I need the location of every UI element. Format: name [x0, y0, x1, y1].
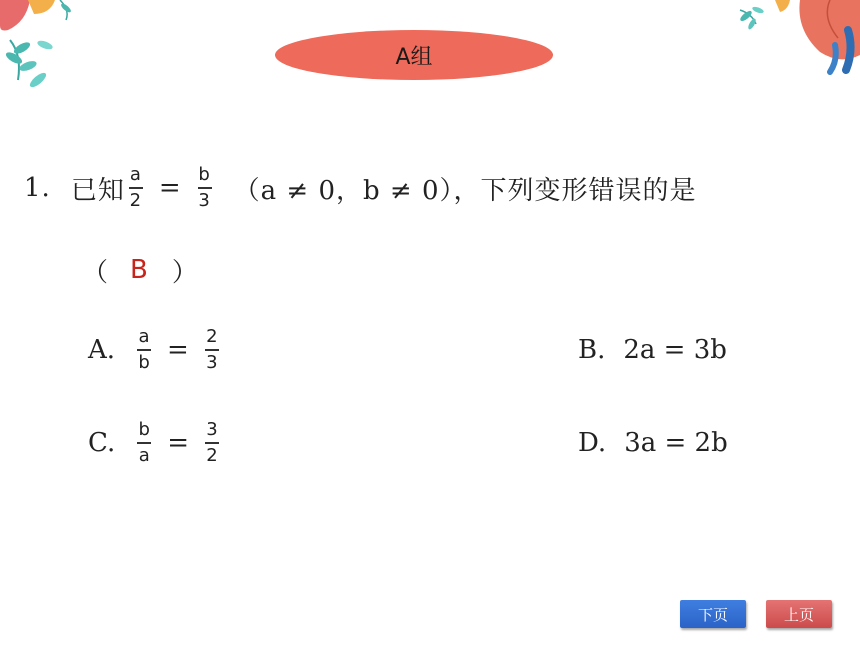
paren-open: （: [82, 257, 109, 288]
next-page-button[interactable]: 下页: [680, 600, 746, 628]
fraction-2-over-3: [205, 328, 219, 372]
option-d: [578, 415, 728, 471]
equals-sign: =: [167, 335, 189, 365]
fraction-numerator: 2: [206, 326, 218, 348]
fraction-denominator: 3: [206, 351, 218, 373]
question-stem: [24, 160, 844, 216]
fraction-denominator: 2: [129, 189, 143, 211]
fraction-3-over-2: [205, 421, 219, 465]
fraction-a-over-b: [137, 328, 151, 372]
fraction-b-over-3: [198, 166, 212, 210]
fraction-numerator: b: [138, 419, 150, 441]
answer-value: B: [130, 255, 148, 285]
fraction-numerator: a: [129, 164, 142, 186]
option-b: [578, 322, 727, 378]
question-number: 1.: [24, 173, 51, 203]
option-label: B.: [578, 335, 606, 365]
group-title-pill: [275, 30, 553, 80]
leaf-decoration-icon: [0, 0, 80, 95]
paren-close: ）: [171, 257, 198, 288]
option-text: 3a = 2b: [624, 428, 728, 458]
fraction-denominator: 3: [198, 189, 211, 211]
prev-page-button[interactable]: 上页: [766, 600, 832, 628]
question-condition: （a ≠ 0，b ≠ 0），下列变形错误的是: [233, 175, 697, 206]
fraction-denominator: 2: [206, 444, 218, 466]
option-a: [88, 322, 223, 378]
option-text: 2a = 3b: [623, 335, 727, 365]
fraction-denominator: a: [138, 444, 150, 466]
flower-decoration-icon: [730, 0, 860, 75]
fraction-b-over-a: [137, 421, 151, 465]
fraction-denominator: b: [138, 351, 150, 373]
question-prefix: 已知: [70, 175, 125, 206]
option-label: A.: [88, 335, 116, 365]
fraction-a-over-2: [129, 166, 143, 210]
option-label: C.: [88, 428, 116, 458]
equals-sign: =: [167, 428, 190, 458]
fraction-numerator: 3: [206, 419, 218, 441]
equals-sign: =: [158, 173, 182, 203]
option-c: [88, 415, 223, 471]
group-title: A组: [395, 44, 433, 70]
fraction-numerator: b: [198, 164, 211, 186]
answer-blank: [82, 250, 198, 290]
option-label: D.: [578, 428, 607, 458]
fraction-numerator: a: [138, 326, 150, 348]
